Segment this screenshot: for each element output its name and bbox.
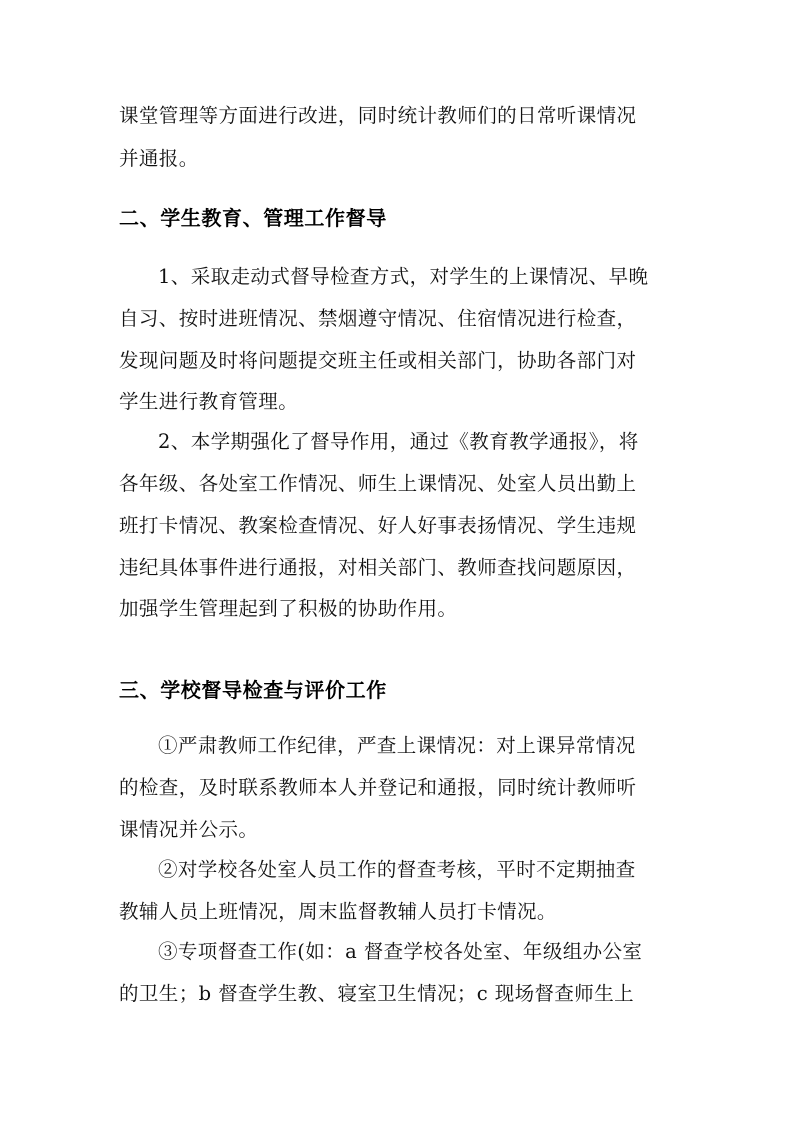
paragraph-line: 并通报。 [119,147,199,170]
section-heading: 三、学校督导检查与评价工作 [119,678,387,702]
paragraph-line: 1、采取走动式督导检查方式，对学生的上课情况、早晚 [158,265,649,288]
paragraph-line: ③专项督查工作(如：a 督查学校各处室、年级组办公室 [158,940,643,963]
paragraph-line: 加强学生管理起到了积极的协助作用。 [119,597,458,620]
paragraph-line: 各年级、各处室工作情况、师生上课情况、处室人员出勤上 [119,472,637,495]
paragraph-line: 违纪具体事件进行通报，对相关部门、教师查找问题原因， [119,556,637,579]
paragraph-line: 2、本学期强化了督导作用，通过《教育教学通报》，将 [158,430,639,453]
paragraph-line: 学生进行教育管理。 [119,390,299,413]
paragraph-line: 课情况并公示。 [119,818,259,841]
section-heading: 二、学生教育、管理工作督导 [119,206,387,230]
paragraph-line: ②对学校各处室人员工作的督查考核，平时不定期抽查 [158,858,636,881]
paragraph-line: 课堂管理等方面进行改进，同时统计教师们的日常听课情况 [119,104,637,127]
paragraph-line: 的卫生；b 督查学生教、寝室卫生情况；c 现场督查师生上 [119,982,635,1005]
paragraph-line: ①严肃教师工作纪律，严查上课情况：对上课异常情况 [158,734,636,757]
paragraph-line: 教辅人员上班情况，周末监督教辅人员打卡情况。 [119,900,557,923]
paragraph-line: 自习、按时进班情况、禁烟遵守情况、住宿情况进行检查， [119,307,637,330]
paragraph-line: 班打卡情况、教案检查情况、好人好事表扬情况、学生违规 [119,514,637,537]
paragraph-line: 的检查，及时联系教师本人并登记和通报，同时统计教师听 [119,776,637,799]
paragraph-line: 发现问题及时将问题提交班主任或相关部门，协助各部门对 [119,349,637,372]
